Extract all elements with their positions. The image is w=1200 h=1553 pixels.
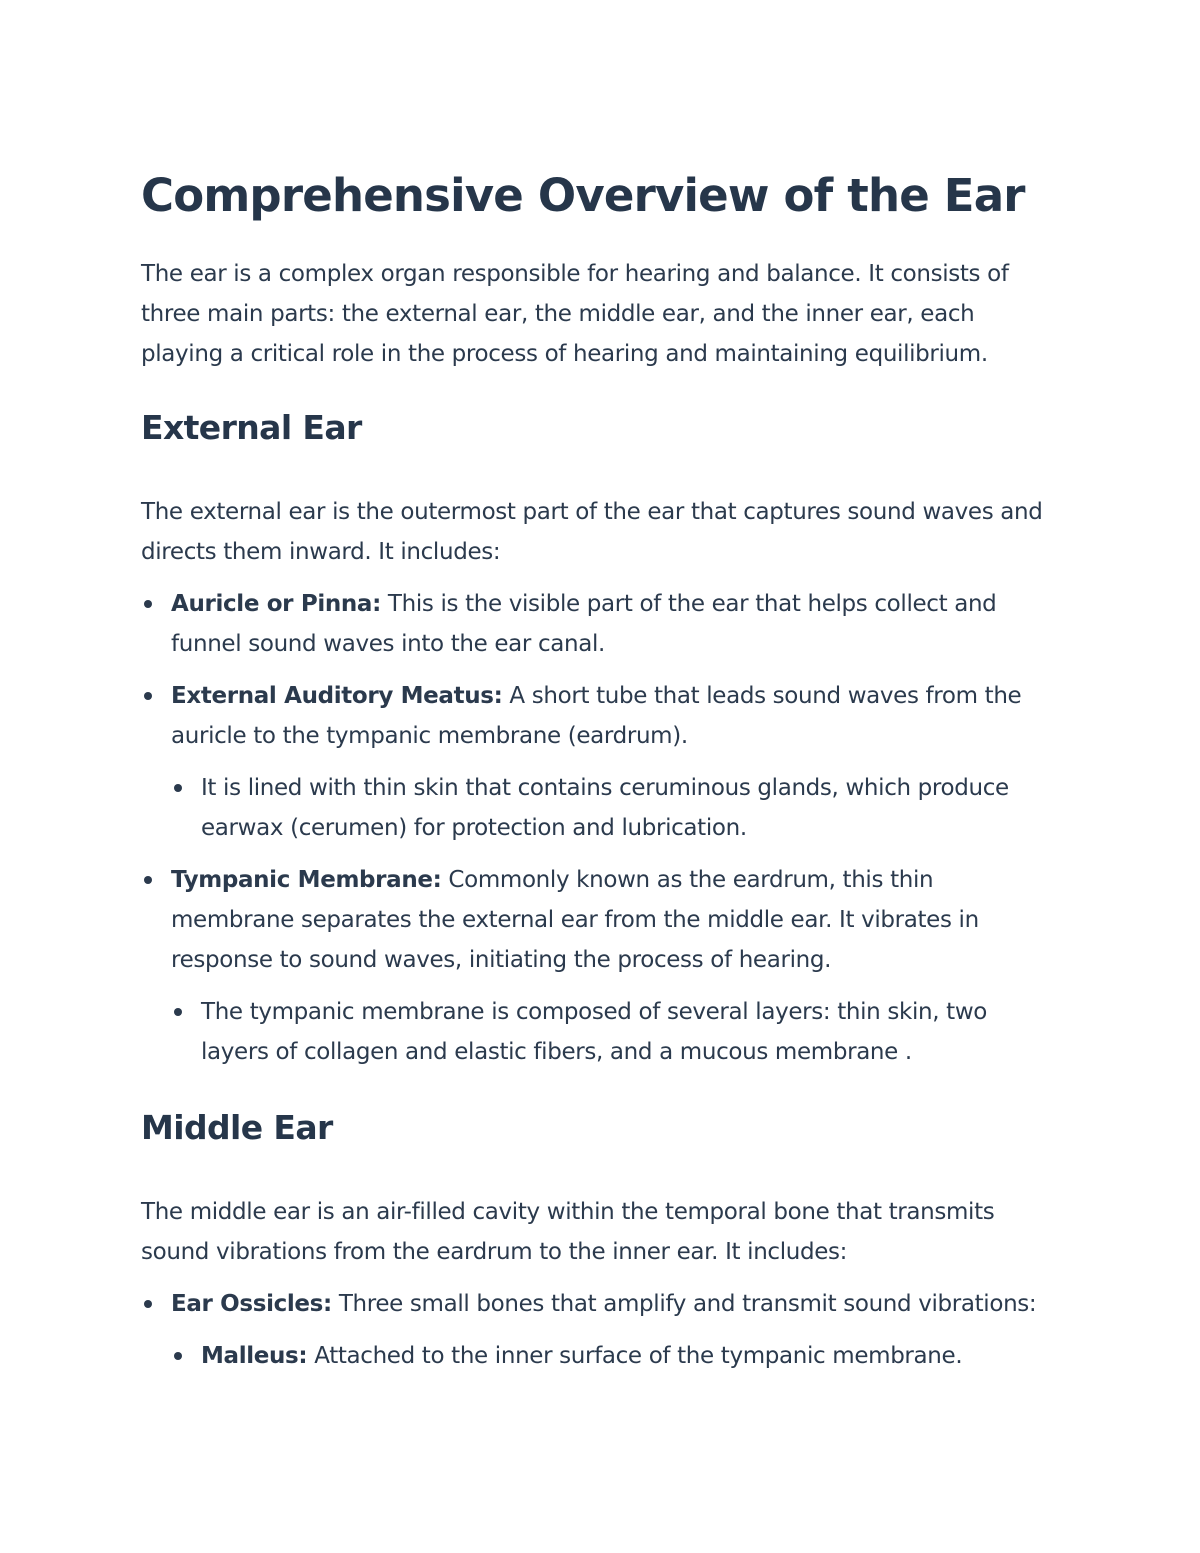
- list-item-ear-ossicles: [141, 1284, 1061, 1376]
- external-ear-intro: The external ear is the outermost part of the ear that captures sound waves and directs them inward. It includes:: [141, 499, 1043, 565]
- term-label: Ear Ossicles:: [171, 1291, 332, 1317]
- term-label: Auricle or Pinna:: [171, 591, 381, 617]
- term-description: A short tube that leads sound waves from the auricle to the tympanic membrane (eardrum).: [171, 683, 1022, 749]
- bullet-icon: [144, 876, 152, 884]
- bullet-icon: [174, 1352, 182, 1360]
- bullet-icon: [144, 1300, 152, 1308]
- sub-item-text: It is lined with thin skin that contains ceruminous glands, which produce earwax (cerumen) for protection and lubrication.: [201, 775, 1009, 841]
- middle-ear-list: [141, 1284, 1061, 1376]
- sub-list-item: [171, 992, 1061, 1072]
- list-item-tympanic-membrane: [141, 860, 1061, 1072]
- term-description: Commonly known as the eardrum, this thin membrane separates the external ear from the middle ear. It vibrates in response to sound waves, initiating the process of hearing.: [171, 867, 979, 973]
- sub-list-item: [171, 768, 1061, 848]
- section-heading-middle-ear: Middle Ear: [141, 1108, 333, 1147]
- bullet-icon: [174, 784, 182, 792]
- term-description: Three small bones that amplify and transmit sound vibrations:: [331, 1291, 1037, 1317]
- list-item-auricle: [141, 584, 1061, 664]
- list-item-external-auditory-meatus: [141, 676, 1061, 848]
- term-label: Tympanic Membrane:: [171, 867, 442, 893]
- sub-term-label: Malleus:: [201, 1343, 308, 1369]
- bullet-icon: [144, 600, 152, 608]
- external-ear-list: [141, 584, 1061, 1072]
- section-heading-external-ear: External Ear: [141, 408, 362, 447]
- term-label: External Auditory Meatus:: [171, 683, 503, 709]
- bullet-icon: [144, 692, 152, 700]
- term-description: This is the visible part of the ear that helps collect and funnel sound waves into the ear canal.: [171, 591, 997, 657]
- sub-item-text: The tympanic membrane is composed of several layers: thin skin, two layers of collagen and elastic fibers, and a mucous membrane .: [201, 999, 987, 1065]
- bullet-icon: [174, 1008, 182, 1016]
- intro-paragraph: The ear is a complex organ responsible for hearing and balance. It consists of three main parts: the external ear, the middle ear, and the inner ear, each playing a critical role in the process of hearing and maintaining equilibrium.: [141, 261, 1009, 367]
- sub-item-text: Attached to the inner surface of the tympanic membrane.: [307, 1343, 963, 1369]
- page-title: Comprehensive Overview of the Ear: [141, 169, 1025, 222]
- sub-list: [171, 768, 1061, 848]
- sub-list: [171, 1336, 1061, 1376]
- document-page: [141, 168, 1061, 1388]
- sub-list-item-malleus: [171, 1336, 1061, 1376]
- sub-list: [171, 992, 1061, 1072]
- middle-ear-intro: The middle ear is an air-filled cavity within the temporal bone that transmits sound vibrations from the eardrum to the inner ear. It includes:: [141, 1199, 995, 1265]
